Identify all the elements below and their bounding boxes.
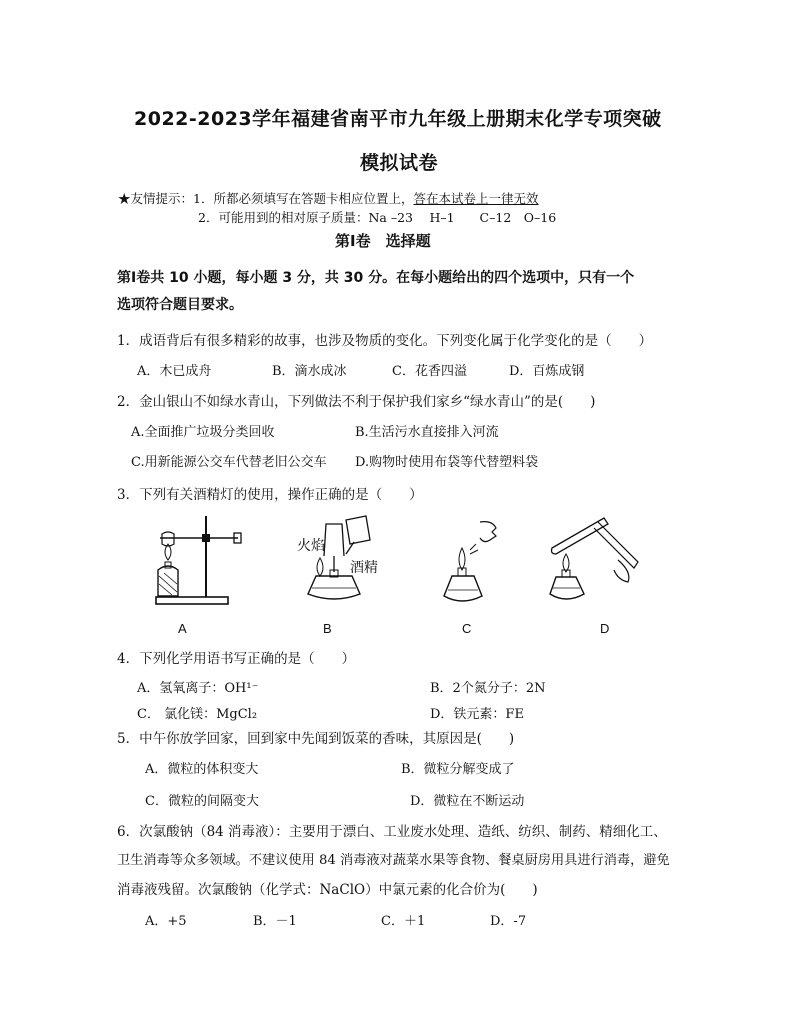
q1-option-c: C．花香四溢 — [392, 364, 467, 379]
exam-title-line2: 模拟试卷 — [360, 152, 439, 174]
q6-option-c: C．＋1 — [381, 914, 426, 929]
q6-option-a: A．+5 — [145, 914, 187, 929]
q5-option-c: C．微粒的间隔变大 — [145, 794, 259, 809]
q1-option-b: B．滴水成冰 — [272, 364, 347, 379]
q5-option-d: D．微粒在不断运动 — [410, 794, 525, 809]
q4-option-b: B．2个氮分子：2N — [430, 681, 546, 696]
figure-d-tube-heating — [548, 510, 648, 610]
q4-option-a: A．氢氧离子：OH¹⁻ — [137, 681, 259, 696]
q4-option-c: C． 氯化镁：MgCl₂ — [137, 707, 258, 722]
q6-stem-line3: 消毒液残留。次氯酸钠（化学式：NaClO）中氯元素的化合价为( ) — [117, 882, 538, 898]
q6-stem-line2: 卫生消毒等众多领域。不建议使用 84 消毒液对蔬菜水果等食物、餐桌厨房用具进行消毒，避免 — [117, 853, 670, 868]
q2-option-a: A.全面推广垃圾分类回收 — [131, 425, 275, 440]
figure-c-blowing-out — [440, 514, 510, 609]
figure-label-b: B — [323, 621, 332, 636]
exam-title-line1: 2022-2023学年福建省南平市九年级上册期末化学专项突破 — [134, 108, 662, 130]
figure-a-heating-setup — [150, 512, 245, 612]
tips-line1-text: ★友情提示：1．所都必须填写在答题卡相应位置上， — [118, 191, 414, 206]
q5-option-a: A．微粒的体积变大 — [145, 762, 259, 777]
q2-option-d: D.购物时使用布袋等代替塑料袋 — [355, 455, 539, 470]
q2-option-c: C.用新能源公交车代替老旧公交车 — [131, 455, 327, 470]
q2-stem: 2．金山银山不如绿水青山，下列做法不利于保护我们家乡“绿水青山”的是( ) — [117, 394, 596, 410]
tips-line1 — [118, 189, 538, 207]
q1-option-a: A．木已成舟 — [137, 364, 212, 379]
figure-label-a: A — [178, 621, 187, 636]
tips-line1-underlined: 答在本试卷上一律无效 — [413, 191, 539, 206]
q2-option-b: B.生活污水直接排入河流 — [355, 425, 499, 440]
section-intro-line1: 第Ⅰ卷共 10 小题，每小题 3 分，共 30 分。在每小题给出的四个选项中，只有一个 — [117, 270, 635, 286]
figure-b-alcohol-label: 酒精 — [350, 560, 378, 576]
q6-option-b: B．－1 — [253, 914, 297, 929]
tips-line2: 2．可能用到的相对原子质量：Na –23 H–1 C–12 O–16 — [198, 210, 557, 225]
figure-label-c: C — [462, 621, 472, 636]
figure-b-flame-label: 火焰 — [297, 538, 325, 554]
q6-option-d: D．-7 — [490, 914, 527, 929]
q4-stem: 4．下列化学用语书写正确的是（ ） — [117, 651, 356, 667]
q1-stem: 1．成语背后有很多精彩的故事，也涉及物质的变化。下列变化属于化学变化的是（ ） — [117, 333, 653, 349]
section-heading: 第Ⅰ卷 选择题 — [335, 232, 431, 250]
q4-option-d: D．铁元素：FE — [430, 707, 524, 722]
q5-stem: 5．中午你放学回家，回到家中先闻到饭菜的香味，其原因是( ) — [117, 731, 515, 747]
q1-option-d: D．百炼成钢 — [509, 364, 585, 379]
q3-stem: 3．下列有关酒精灯的使用，操作正确的是（ ） — [117, 487, 423, 503]
figure-label-d: D — [600, 621, 610, 636]
q5-option-b: B．微粒分解变成了 — [401, 762, 515, 777]
q6-stem-line1: 6．次氯酸钠（84 消毒液）：主要用于漂白、工业废水处理、造纸、纺织、制药、精细化工、 — [117, 824, 667, 840]
section-intro-line2: 选项符合题目要求。 — [117, 297, 243, 313]
